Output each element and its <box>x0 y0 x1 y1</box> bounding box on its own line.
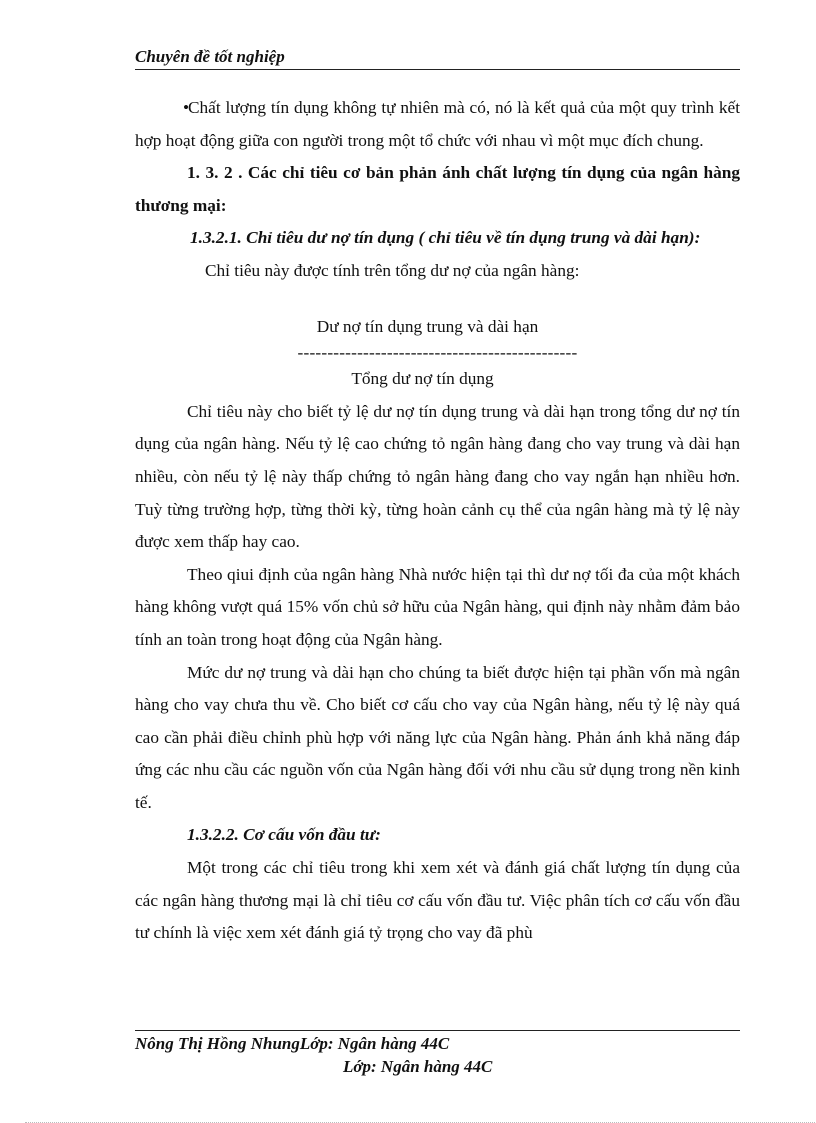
section-heading: 1. 3. 2 . Các chỉ tiêu cơ bản phản ánh chất lượng tín dụng của ngân hàng thương mại: <box>135 163 740 215</box>
page-body <box>135 92 740 950</box>
formula-denominator: Tổng dư nợ tín dụng <box>351 369 494 389</box>
subsection-heading-1: 1.3.2.1. Chỉ tiêu dư nợ tín dụng ( chỉ tiêu về tín dụng trung và dài hạn): <box>190 228 701 248</box>
footer-author-class: Nông Thị Hồng NhungLớp: Ngân hàng 44C <box>135 1034 450 1053</box>
formula-divider: ----------------------------------------------- <box>297 343 578 363</box>
bullet-icon: • <box>183 98 190 117</box>
footer-divider <box>135 1030 740 1031</box>
ratio-formula <box>135 311 740 396</box>
paragraph-3: Mức dư nợ trung và dài hạn cho chúng ta biết được hiện tại phần vốn mà ngân hàng cho vay chưa thu về. Cho biết cơ cấu cho vay của Ngân hàng, nếu tỷ lệ này quá cao cần phải điều chỉnh phù hợp với năng lực của Ngân hàng. Phản ánh khả năng đáp ứng các nhu cầu các nguồn vốn của Ngân hàng đối với nhu cầu sử dụng trong nền kinh tế. <box>135 662 740 812</box>
paragraph-4: Một trong các chỉ tiêu trong khi xem xét và đánh giá chất lượng tín dụng của các ngân hàng thương mại là chỉ tiêu cơ cấu vốn đầu tư. Việc phân tích cơ cấu vốn đầu tư chính là việc xem xét đánh giá tỷ trọng cho vay đã phù <box>135 858 740 943</box>
bullet-paragraph-text: Chất lượng tín dụng không tự nhiên mà có, nó là kết quả của một quy trình kết hợp hoạt động giữa con người trong một tổ chức với nhau vì một mục đích chung. <box>135 98 740 150</box>
paragraph-1: Chỉ tiêu này cho biết tỷ lệ dư nợ tín dụng trung và dài hạn trong tổng dư nợ tín dụng của ngân hàng. Nếu tỷ lệ cao chứng tỏ ngân hàng đang cho vay trung và dài hạn nhiều, còn nếu tỷ lệ này thấp chứng tỏ ngân hàng đang cho vay ngắn hạn nhiều hơn. Tuỳ từng trường hợp, từng thời kỳ, từng hoàn cảnh cụ thể của ngân hàng mà tỷ lệ này được xem thấp hay cao. <box>135 401 740 552</box>
intro-line: Chỉ tiêu này được tính trên tổng dư nợ của ngân hàng: <box>205 260 580 280</box>
subsection-heading-2: 1.3.2.2. Cơ cấu vốn đầu tư: <box>187 825 381 845</box>
paragraph-2: Theo qiui định của ngân hàng Nhà nước hiện tại thì dư nợ tối đa của một khách hàng không vượt quá 15% vốn chủ sở hữu của Ngân hàng, qui định này nhằm đảm bảo tính an toàn trong hoạt động của Ngân hàng. <box>135 564 740 649</box>
header-divider <box>135 69 740 70</box>
formula-numerator: Dư nợ tín dụng trung và dài hạn <box>316 316 539 336</box>
bullet-paragraph <box>135 92 740 157</box>
footer-class: Lớp: Ngân hàng 44C <box>343 1057 493 1076</box>
running-header: Chuyên đề tốt nghiệp <box>135 47 285 66</box>
